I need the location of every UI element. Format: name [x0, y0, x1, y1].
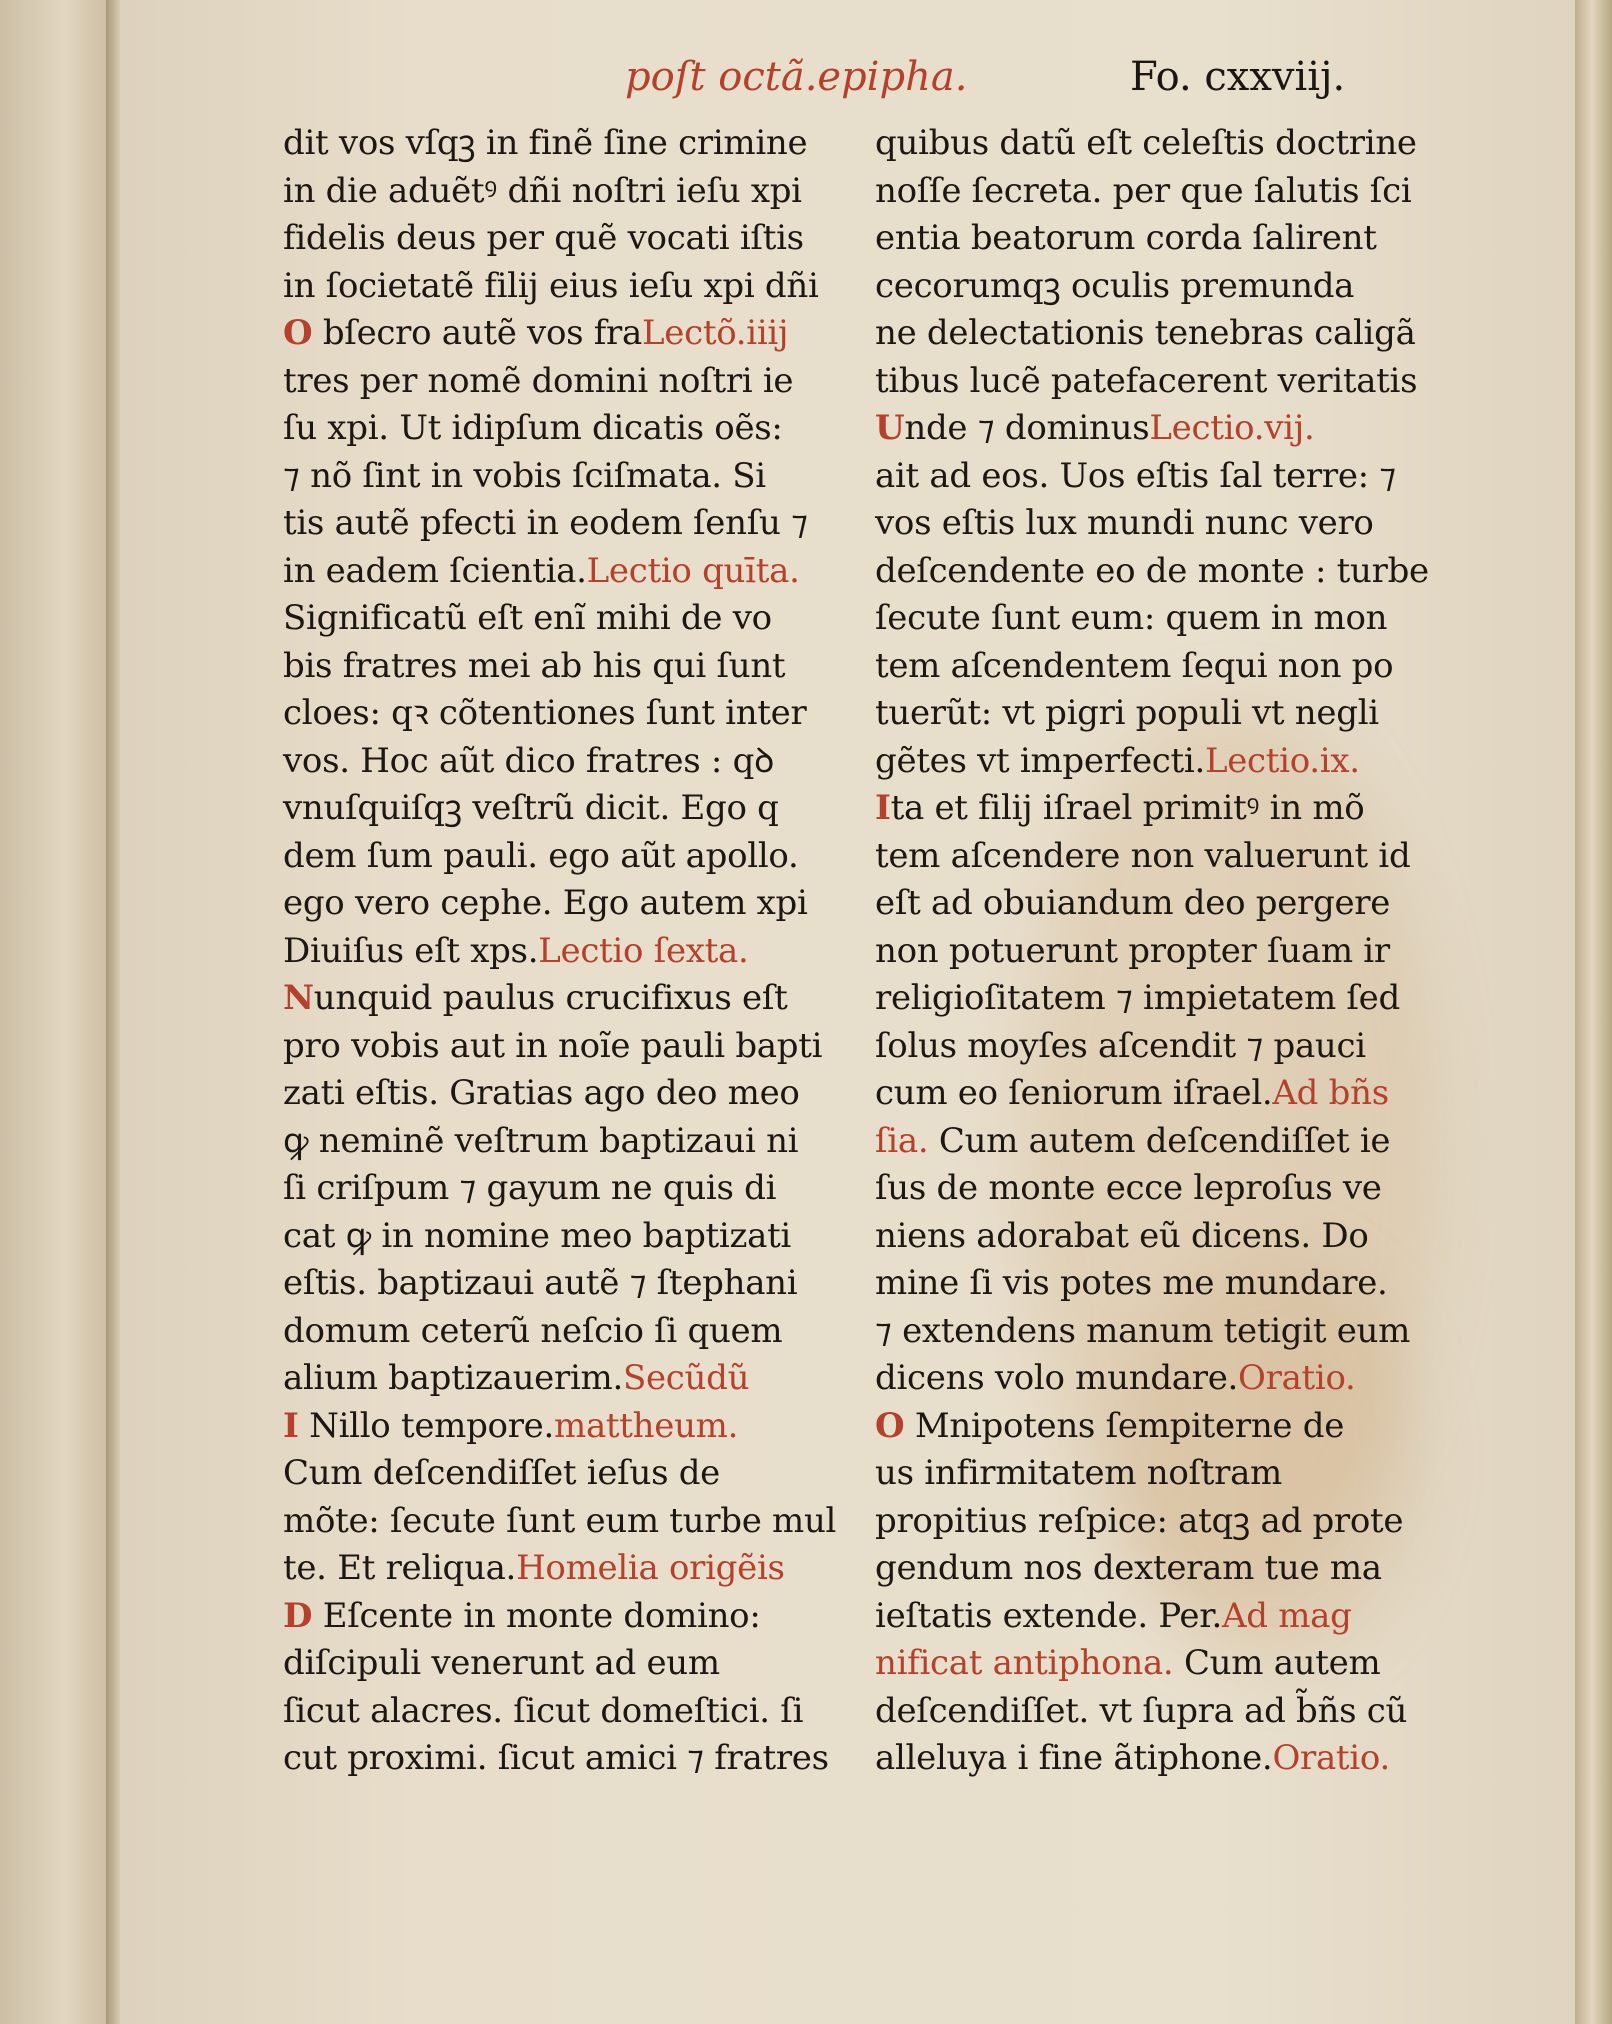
line-text: ait ad eos. Uos eſtis ſal terre: ⁊	[875, 455, 1396, 496]
line-text: deſcendiſſet. vt ſupra ad b̃ñs cũ	[875, 1690, 1408, 1731]
line-text: niens adorabat eũ dicens. Do	[875, 1215, 1369, 1256]
line-text: religioſitatem ⁊ impietatem ſed	[875, 978, 1400, 1018]
text-line	[283, 1640, 853, 1688]
text-line	[875, 738, 1445, 786]
line-text: gendum nos dexteram tue ma	[875, 1548, 1382, 1588]
rubric-label: Ad bñs	[1272, 1073, 1389, 1113]
rubricated-initial: N	[283, 978, 314, 1018]
line-text: quibus datũ eſt celeſtis doctrine	[875, 123, 1417, 163]
text-line	[875, 1403, 1445, 1451]
rubricated-initial: I	[875, 788, 891, 828]
text-line	[283, 548, 853, 596]
line-text: zati eſtis. Gratias ago deo meo	[283, 1073, 800, 1113]
line-text: tem aſcendentem ſequi non po	[875, 645, 1394, 686]
line-text: tis autẽ pfecti in eodem ſenſu ⁊	[283, 503, 808, 543]
line-text: vnuſquiſqꝫ veſtrũ dicit. Ego q	[283, 788, 779, 828]
right-text-column	[875, 120, 1445, 1783]
text-line	[875, 785, 1445, 833]
line-text: Eſcente in monte domino:	[312, 1595, 761, 1636]
text-line	[283, 1545, 853, 1593]
line-text: non potuerunt propter ſuam ir	[875, 930, 1390, 971]
line-text: Cum deſcendiſſet ieſus de	[283, 1453, 721, 1493]
line-text: tuerũt: vt pigri populi vt negli	[875, 693, 1379, 733]
running-head: poſt octã.epipha.	[625, 54, 968, 100]
line-text: tem aſcendere non valuerunt id	[875, 835, 1411, 876]
line-text: alleluya i fine ãtiphone.	[875, 1738, 1273, 1778]
text-line	[283, 738, 853, 786]
text-line	[283, 785, 853, 833]
text-line	[875, 1640, 1445, 1688]
left-text-column	[283, 120, 853, 1783]
rubric-label: Lectõ.iiij	[641, 313, 789, 353]
text-line	[283, 358, 853, 406]
text-line	[283, 1593, 853, 1641]
text-line	[283, 168, 853, 216]
line-text: us infirmitatem noſtram	[875, 1453, 1282, 1493]
line-text: Cum autem deſcendiſſet ie	[928, 1120, 1391, 1161]
text-line	[875, 1498, 1445, 1546]
rubric-label: Lectio quīta.	[586, 550, 800, 591]
text-line	[283, 1308, 853, 1356]
line-text: fidelis deus per quẽ vocati iſtis	[283, 218, 804, 258]
line-text: diſcipuli venerunt ad eum	[283, 1643, 720, 1683]
line-text: tibus lucẽ patefacerent veritatis	[875, 360, 1418, 401]
rubric-label: ſia.	[875, 1120, 929, 1161]
line-text: ⁊ extendens manum tetigit eum	[875, 1310, 1411, 1351]
text-line	[283, 1023, 853, 1071]
text-line	[875, 120, 1445, 168]
text-line	[875, 833, 1445, 881]
line-text: vos. Hoc aũt dico fratres : qꝺ	[283, 740, 775, 781]
line-text: dem ſum pauli. ego aũt apollo.	[283, 835, 799, 876]
rubric-label: Homelia origẽis	[516, 1548, 785, 1588]
text-line	[875, 1118, 1445, 1166]
text-line	[875, 548, 1445, 596]
line-text: ta et filij iſrael primitꝰ in mõ	[890, 788, 1365, 828]
text-line	[875, 880, 1445, 928]
line-text: nde ⁊ dominus	[904, 408, 1150, 448]
text-line	[283, 1355, 853, 1403]
text-line	[875, 1070, 1445, 1118]
line-text: cecorumqꝫ oculis premunda	[875, 265, 1355, 306]
text-line	[875, 1688, 1445, 1736]
text-line	[875, 595, 1445, 643]
text-line	[283, 1260, 853, 1308]
text-line	[283, 1498, 853, 1546]
text-line	[875, 1735, 1445, 1783]
page-header	[0, 54, 1612, 114]
line-text: ſicut alacres. ſicut domeſtici. ſi	[283, 1690, 804, 1731]
text-line	[875, 1023, 1445, 1071]
line-text: in die aduẽtꝰ dñi noſtri ieſu xpi	[283, 170, 802, 211]
text-line	[283, 405, 853, 453]
line-text: propitius reſpice: atqꝫ ad prote	[875, 1500, 1404, 1541]
line-text: ſi criſpum ⁊ gayum ne quis di	[283, 1168, 777, 1208]
line-text: deſcendente eo de monte : turbe	[875, 550, 1429, 591]
text-line	[875, 168, 1445, 216]
line-text: bſecro autẽ vos fra	[312, 313, 642, 353]
text-line	[875, 500, 1445, 548]
line-text: ⁊ nõ ſint in vobis ſciſmata. Si	[283, 455, 766, 496]
rubricated-initial: O	[283, 313, 313, 353]
text-line	[875, 405, 1445, 453]
line-text: ſecute ſunt eum: quem in mon	[875, 598, 1388, 638]
rubric-label: Secũdũ	[622, 1358, 750, 1398]
text-line	[283, 595, 853, 643]
line-text: dit vos vſqꝫ in finẽ ſine crimine	[283, 123, 808, 163]
text-line	[283, 1070, 853, 1118]
text-line	[875, 215, 1445, 263]
rubricated-initial: U	[875, 408, 905, 448]
text-line	[283, 975, 853, 1023]
text-line	[283, 215, 853, 263]
line-text: in ſocietatẽ filij eius ieſu xpi dñi	[283, 265, 819, 306]
text-line	[283, 1735, 853, 1783]
text-line	[283, 1688, 853, 1736]
line-text: Mnipotens ſempiterne de	[904, 1405, 1345, 1446]
line-text: mine ſi vis potes me mundare.	[875, 1263, 1388, 1303]
rubric-label: Oratio.	[1238, 1358, 1356, 1398]
line-text: bis fratres mei ab his qui ſunt	[283, 645, 786, 686]
rubric-label: Lectio ſexta.	[538, 930, 749, 971]
line-text: eſtis. baptizaui autẽ ⁊ ſtephani	[283, 1263, 798, 1303]
line-text: pro vobis aut in noĩe pauli bapti	[283, 1025, 823, 1066]
rubric-label: nificat antiphona.	[875, 1643, 1174, 1683]
line-text: Cum autem	[1173, 1643, 1381, 1683]
line-text: cloes: qꝛ cõtentiones ſunt inter	[283, 693, 807, 733]
text-line	[875, 310, 1445, 358]
line-text: unquid paulus crucifixus eſt	[313, 978, 788, 1018]
line-text: ieſtatis extende. Per.	[875, 1595, 1222, 1636]
text-line	[283, 833, 853, 881]
line-text: ſu xpi. Ut idipſum dicatis oẽs:	[283, 408, 783, 448]
text-line	[875, 690, 1445, 738]
text-line	[875, 1450, 1445, 1498]
rubric-label: mattheum.	[554, 1405, 739, 1446]
text-line	[875, 1593, 1445, 1641]
line-text: cum eo ſeniorum iſrael.	[875, 1073, 1273, 1113]
text-line	[875, 975, 1445, 1023]
line-text: Nillo tempore.	[298, 1405, 555, 1446]
text-line	[283, 310, 853, 358]
text-line	[875, 1213, 1445, 1261]
text-line	[283, 690, 853, 738]
line-text: in eadem ſcientia.	[283, 550, 587, 591]
page-edges	[1575, 0, 1612, 2024]
text-line	[283, 880, 853, 928]
text-line	[875, 1355, 1445, 1403]
line-text: noſſe ſecreta. per que ſalutis ſci	[875, 170, 1412, 211]
line-text: vos eſtis lux mundi nunc vero	[875, 503, 1374, 543]
text-line	[283, 1118, 853, 1166]
text-line	[875, 928, 1445, 976]
text-line	[875, 1165, 1445, 1213]
text-line	[283, 263, 853, 311]
text-line	[283, 1450, 853, 1498]
rubricated-initial: O	[875, 1405, 905, 1446]
rubric-label: Ad mag	[1221, 1595, 1352, 1636]
text-line	[875, 1308, 1445, 1356]
line-text: cat ꝙ in nomine meo baptizati	[283, 1215, 792, 1256]
text-line	[283, 643, 853, 691]
text-line	[283, 1165, 853, 1213]
line-text: ꝙ neminẽ veſtrum baptizaui ni	[283, 1120, 799, 1161]
rubric-label: Oratio.	[1272, 1738, 1390, 1778]
rubricated-initial: D	[283, 1595, 313, 1636]
rubric-label: Lectio.vij.	[1149, 408, 1315, 448]
line-text: alium baptizauerim.	[283, 1358, 623, 1398]
text-line	[875, 263, 1445, 311]
line-text: ſolus moyſes aſcendit ⁊ pauci	[875, 1025, 1366, 1066]
rubric-label: Lectio.ix.	[1204, 740, 1360, 781]
line-text: Significatũ eſt enĩ mihi de vo	[283, 598, 772, 638]
text-line	[283, 453, 853, 501]
line-text: te. Et reliqua.	[283, 1548, 517, 1588]
line-text: Diuiſus eſt xps.	[283, 930, 539, 971]
text-line	[283, 1403, 853, 1451]
text-line	[875, 453, 1445, 501]
text-line	[875, 1545, 1445, 1593]
line-text: cut proximi. ſicut amici ⁊ fratres	[283, 1738, 829, 1778]
text-line	[283, 120, 853, 168]
line-text: dicens volo mundare.	[875, 1358, 1239, 1398]
text-line	[875, 358, 1445, 406]
text-line	[283, 500, 853, 548]
line-text: eſt ad obuiandum deo pergere	[875, 883, 1391, 923]
text-line	[875, 643, 1445, 691]
text-line	[283, 1213, 853, 1261]
text-line	[875, 1260, 1445, 1308]
text-line	[283, 928, 853, 976]
line-text: entia beatorum corda ſalirent	[875, 218, 1377, 258]
rubricated-initial: I	[283, 1405, 299, 1446]
line-text: gẽtes vt imperfecti.	[875, 740, 1205, 781]
line-text: tres per nomẽ domini noſtri ie	[283, 360, 794, 401]
line-text: domum ceterũ neſcio ſi quem	[283, 1310, 783, 1351]
folio-number: Fo. cxxviij.	[1130, 54, 1346, 100]
line-text: mõte: ſecute ſunt eum turbe mul	[283, 1500, 837, 1541]
line-text: ſus de monte ecce leproſus ve	[875, 1168, 1382, 1208]
line-text: ne delectationis tenebras caligã	[875, 313, 1416, 353]
facing-leaf	[0, 0, 118, 2024]
line-text: ego vero cephe. Ego autem xpi	[283, 883, 808, 923]
